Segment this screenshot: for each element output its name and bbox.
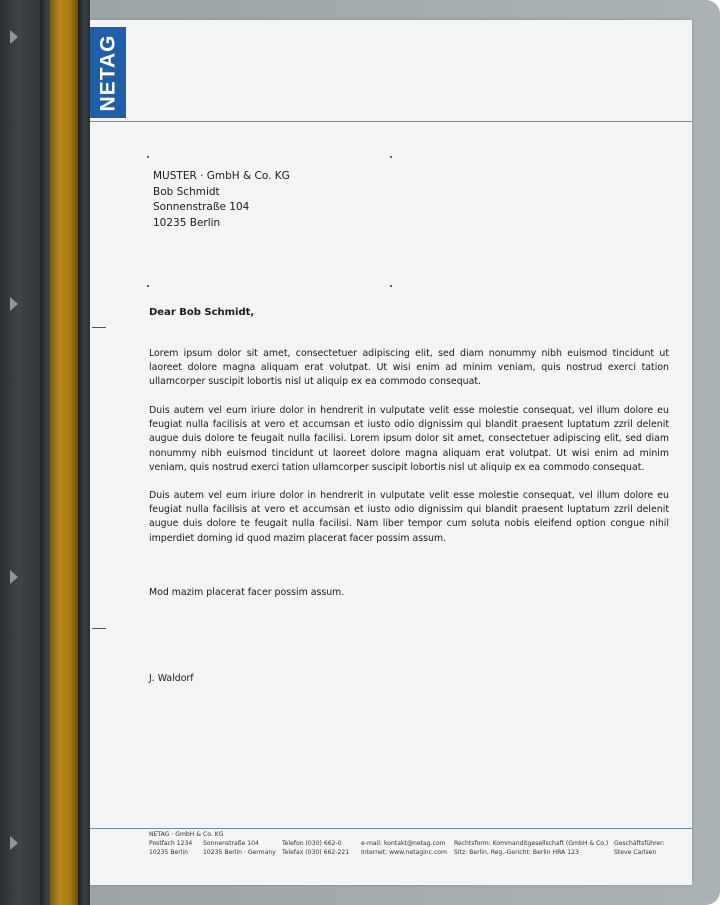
fold-tick-mark [92,628,106,629]
footer-line: Rechtsform: Kommanditgesellschaft (GmbH & Co.) [454,840,609,847]
footer-line: Telefax (030) 662-221 [282,848,350,856]
body-paragraph: Duis autem vel eum iriure dolor in hendrerit in vulputate velit esse molestie consequat, vel illum dolore eu feugiat nulla facilisis at vero et accumsan et iusto odio dignissim qui blandit praesent luptatum zzril delenit augue duis dolore te feugait nulla facilisi. Lorem ipsum dolor sit amet, consectetuer adipiscing elit, sed diam nonummy nibh euismod tincidunt ut laoreet dolore magna aliquam erat volutpat. Ut wisi enim ad minim veniam, quis nostrud exerci tation ullamcorper suscipit lobortis nisl ut aliquip ex ea commodo consequat. [149,405,669,473]
salutation: Dear Bob Schmidt, [149,307,255,318]
footer-management [614,840,665,857]
punch-notch-icon [10,836,18,850]
recipient-address [153,169,290,231]
recipient-street: Sonnenstraße 104 [153,201,250,213]
footer-line: Telefon (030) 662-0 [282,840,342,847]
footer-web [361,840,447,857]
footer-postfach [149,840,192,857]
footer-line: Sitz: Berlin, Reg.-Gericht: Berlin HRA 123 [454,848,579,856]
punch-notch-icon [10,297,18,311]
letter-page [90,20,692,885]
company-logo [90,27,126,118]
folder-spine [0,0,40,905]
footer-line: Sonnenstraße 104 [203,840,259,847]
logo-text: NETAG [96,34,120,111]
punch-notch-icon [10,570,18,584]
fold-mark [147,156,149,158]
fold-mark [147,285,149,287]
fold-mark [390,156,392,158]
footer-line: Geschäftsführer: [614,840,665,847]
footer-legal [454,840,608,857]
footer-line: e-mail: kontakt@netag.com [361,840,446,847]
footer-line: Internet: www.netaginc.com [361,848,447,856]
folder-spine-edge [40,0,50,905]
footer-line: 10235 Berlin [149,848,189,856]
footer-line: 10235 Berlin · Germany [203,848,276,856]
footer-line: Steve Carlsen [614,848,657,856]
footer-line: Postfach 1234 [149,840,193,847]
gold-binding-strip [50,0,78,905]
fold-mark [390,285,392,287]
closing-line: Mod mazim placerat facer possim assum. [149,587,345,598]
punch-notch-icon [10,30,18,44]
footer-rule [90,828,692,829]
body-paragraph: Duis autem vel eum iriure dolor in hendrerit in vulputate velit esse molestie consequat, vel illum dolore eu feugiat nulla facilisis at vero et accumsan et iusto odio dignissim qui blandit praesent luptatum zzril delenit augue duis dolore te feugait nulla facilisi. Nam liber tempor cum soluta nobis eleifend option congue nihil imperdiet doming id quod mazim placerat facer possim assum. [149,490,669,544]
fold-tick-mark [92,327,106,328]
footer-address [203,840,276,857]
binding-rail [78,0,90,905]
footer-phone [282,840,349,857]
header-rule [90,121,692,122]
signature-name: J. Waldorf [149,673,194,684]
body-paragraph: Lorem ipsum dolor sit amet, consectetuer adipiscing elit, sed diam nonummy nibh euismod tincidunt ut laoreet dolore magna aliquam erat volutpat. Ut wisi enim ad minim veniam, quis nostrud exerci tation ullamcorper suscipit lobortis nisl ut aliquip ex ea commodo consequat. [149,348,669,388]
recipient-city: 10235 Berlin [153,216,221,229]
footer-company: NETAG · GmbH & Co. KG [149,831,224,838]
recipient-company: MUSTER · GmbH & Co. KG [153,170,290,182]
recipient-name: Bob Schmidt [153,185,220,198]
